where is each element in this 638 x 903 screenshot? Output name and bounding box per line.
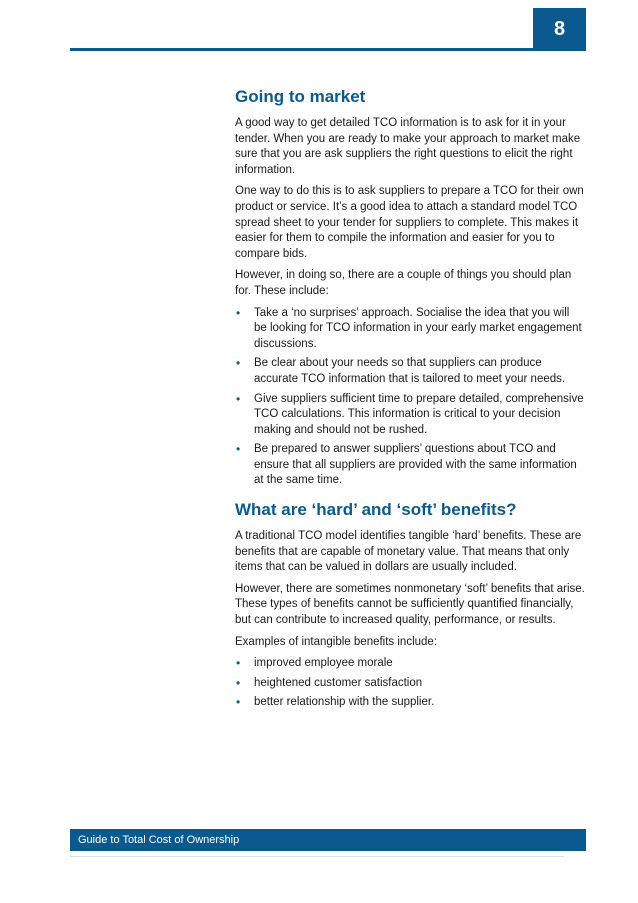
paragraph: However, there are sometimes nonmonetary ‘soft’ benefits that arise. These types of benefits cannot be sufficiently quantified financially, but can contribute to increased quality, performance, or results.	[235, 582, 585, 627]
section-heading-hard-soft-benefits: What are ‘hard’ and ‘soft’ benefits?	[235, 500, 517, 520]
list-item	[235, 356, 585, 387]
paragraph: However, in doing so, there are a couple of things you should plan for. These include:	[235, 269, 572, 297]
list-item-text: Be prepared to answer suppliers’ questions about TCO and ensure that all suppliers are provided with the same information at the same time.	[254, 443, 577, 487]
bullet-icon: •	[236, 391, 241, 406]
header-rule	[70, 48, 586, 51]
bullet-icon: •	[236, 675, 241, 690]
bullet-list	[235, 306, 585, 490]
footer-rule	[70, 856, 564, 857]
list-item	[235, 695, 585, 711]
list-item	[235, 392, 585, 439]
list-item	[235, 656, 585, 672]
list-item-text: Take a ‘no surprises’ approach. Socialise the idea that you will be looking for TCO information in your early market engagement discussions.	[254, 306, 582, 350]
list-item	[235, 676, 585, 692]
list-item-text: heightened customer satisfaction	[254, 676, 423, 689]
bullet-icon: •	[236, 442, 241, 457]
list-item	[235, 442, 585, 489]
main-content	[235, 86, 585, 721]
bullet-icon: •	[236, 695, 241, 710]
footer-title: Guide to Total Cost of Ownership	[78, 834, 240, 846]
list-item-text: improved employee morale	[254, 657, 393, 670]
paragraph: One way to do this is to ask suppliers to prepare a TCO for their own product or service. It’s a good idea to attach a standard model TCO spread sheet to your tender for suppliers to complete. This makes it easier for them to compile the information and easier for you to compare bids.	[235, 185, 584, 260]
paragraph: Examples of intangible benefits include:	[235, 635, 438, 648]
page-number-badge: 8	[533, 8, 586, 50]
list-item-text: better relationship with the supplier.	[254, 696, 435, 709]
list-item-text: Be clear about your needs so that suppliers can produce accurate TCO information that is tailored to meet your needs.	[254, 357, 566, 385]
footer-bar	[70, 829, 586, 851]
paragraph: A traditional TCO model identifies tangible ‘hard’ benefits. These are benefits that are capable of monetary value. That means that only items that can be valued in dollars are usually included.	[235, 530, 582, 574]
bullet-icon: •	[236, 356, 241, 371]
bullet-list	[235, 656, 585, 711]
bullet-icon: •	[236, 656, 241, 671]
section-heading-going-to-market: Going to market	[235, 87, 366, 106]
list-item	[235, 306, 585, 353]
paragraph: A good way to get detailed TCO information is to ask for it in your tender. When you are ready to make your approach to market make sure that you are ask suppliers the right questions to elicit the right information.	[235, 117, 581, 176]
list-item-text: Give suppliers sufficient time to prepare detailed, comprehensive TCO calculations. This information is critical to your decision making and should not be rushed.	[254, 392, 584, 436]
bullet-icon: •	[236, 305, 241, 320]
